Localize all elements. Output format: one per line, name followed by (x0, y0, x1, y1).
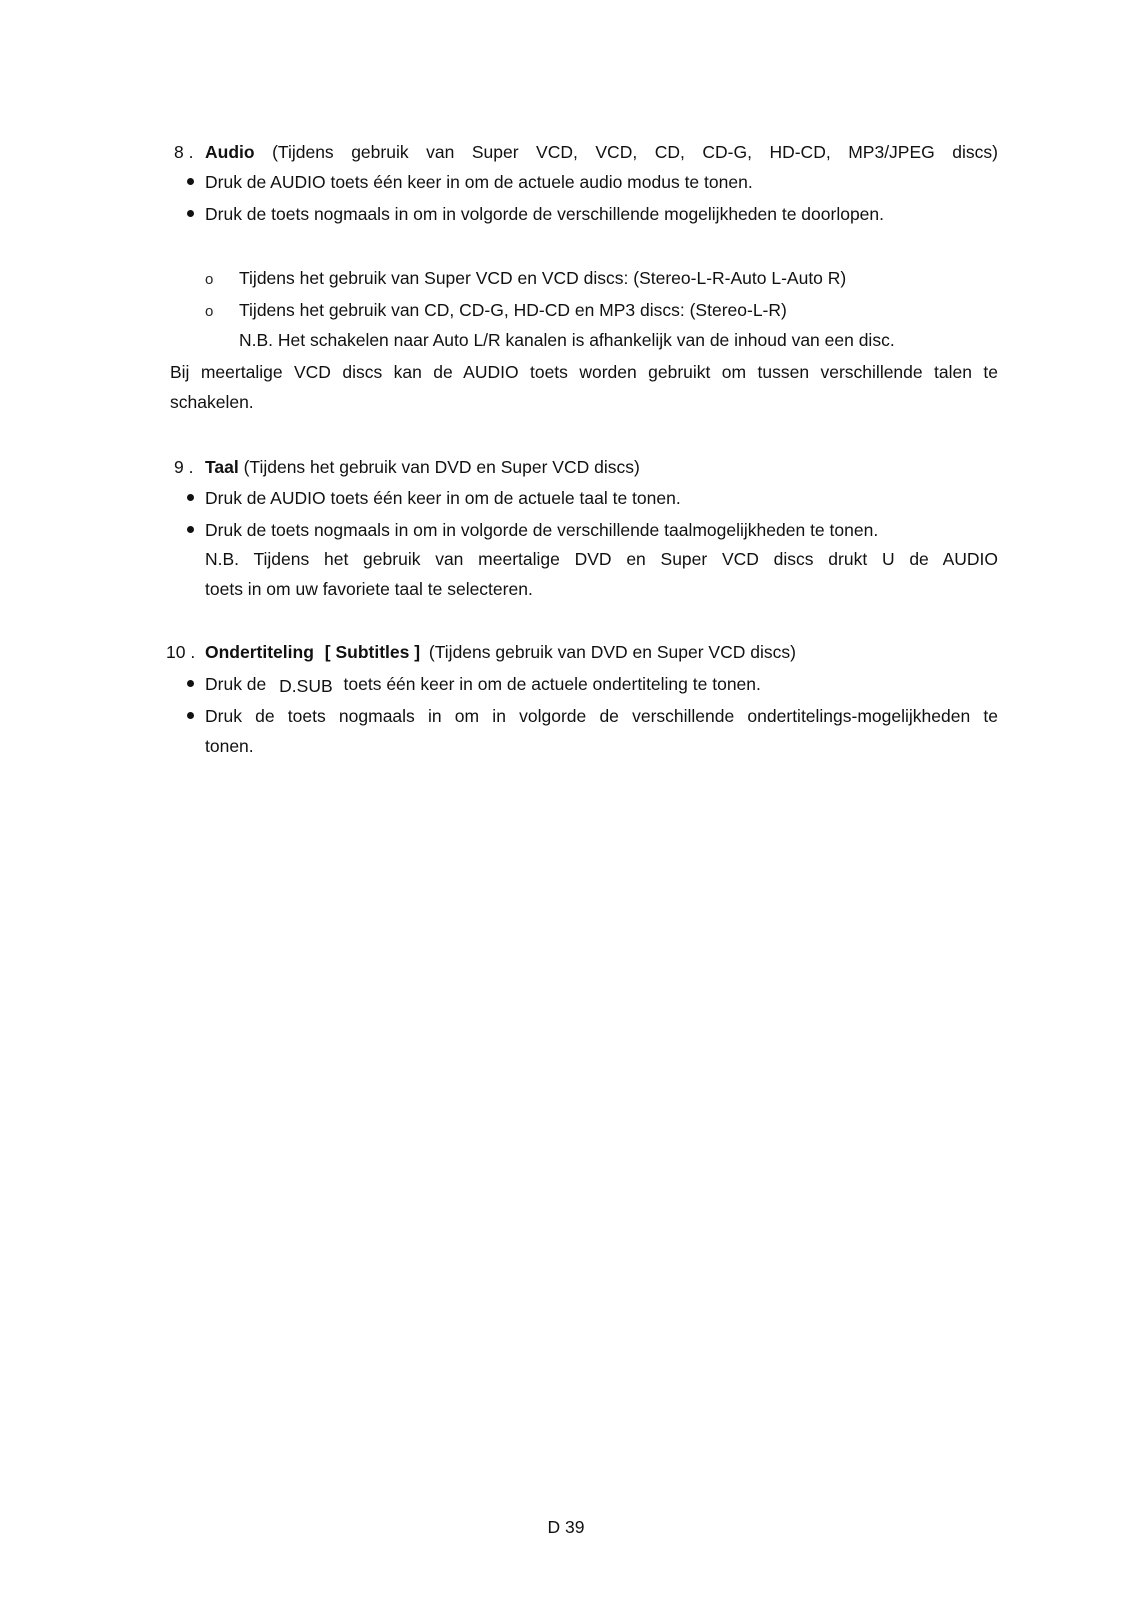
bullet-dot (187, 210, 194, 217)
section-8-subitem-2: Tijdens het gebruik van CD, CD-G, HD-CD en MP3 discs: (Stereo-L-R) (239, 300, 787, 320)
bullet-dot (187, 680, 194, 687)
section-10-title: Ondertiteling (205, 642, 314, 662)
section-8-title: Audio (205, 142, 255, 162)
bullet-dot (187, 712, 194, 719)
section-9-bullet-2: Druk de toets nogmaals in om in volgorde de verschillende taalmogelijkheden te tonen. (205, 520, 879, 540)
sub-bullet-circle: o (205, 303, 214, 320)
sub-bullet-circle: o (205, 271, 214, 288)
section-8-bullet-2: Druk de toets nogmaals in om in volgorde de verschillende mogelijkheden te doorlopen. (205, 204, 885, 224)
section-10-bullet-1 (205, 673, 761, 695)
section-9-heading (205, 456, 640, 478)
section-9-note-line-2: toets in om uw favoriete taal te selecteren. (205, 579, 533, 599)
d-sub-key-label: D.SUB (279, 676, 333, 696)
section-10-heading (205, 641, 796, 663)
section-8-sub-note: N.B. Het schakelen naar Auto L/R kanalen is afhankelijk van de inhoud van een disc. (239, 330, 895, 350)
bullet-dot (187, 178, 194, 185)
section-10-title-extra: [ Subtitles ] (324, 642, 421, 662)
section-8-paragraph-line-2: schakelen. (170, 392, 254, 412)
page-number: D 39 (547, 1517, 585, 1537)
section-9-heading-rest: (Tijdens het gebruik van DVD en Super VCD discs) (243, 457, 640, 477)
section-10-number: 10 . (166, 642, 196, 662)
section-10-bullet-2-line-2: tonen. (205, 736, 254, 756)
section-10-bullet-1-post: toets één keer in om de actuele ondertiteling te tonen. (343, 674, 761, 694)
section-10-bullet-1-pre: Druk de (205, 674, 267, 694)
section-8-bullet-1: Druk de AUDIO toets één keer in om de actuele audio modus te tonen. (205, 172, 753, 192)
section-10-heading-rest: (Tijdens gebruik van DVD en Super VCD discs) (428, 642, 796, 662)
section-9-number: 9 . (174, 457, 194, 477)
section-8-paragraph-line-1: Bij meertalige VCD discs kan de AUDIO toets worden gebruikt om tussen verschillende talen te (170, 362, 998, 382)
bullet-dot (187, 526, 194, 533)
section-8-heading (205, 141, 998, 163)
bullet-dot (187, 494, 194, 501)
section-9-title: Taal (205, 457, 239, 477)
section-9-bullet-1: Druk de AUDIO toets één keer in om de actuele taal te tonen. (205, 488, 681, 508)
section-8-number: 8 . (174, 142, 194, 162)
section-8-subitem-1: Tijdens het gebruik van Super VCD en VCD discs: (Stereo-L-R-Auto L-Auto R) (239, 268, 847, 288)
section-9-note-line-1: N.B. Tijdens het gebruik van meertalige DVD en Super VCD discs drukt U de AUDIO (205, 549, 998, 569)
section-8-heading-rest: (Tijdens gebruik van Super VCD, VCD, CD, CD-G, HD-CD, MP3/JPEG discs) (272, 142, 998, 162)
section-10-bullet-2-line-1: Druk de toets nogmaals in om in volgorde de verschillende ondertitelings-mogelijkheden te (205, 706, 998, 726)
